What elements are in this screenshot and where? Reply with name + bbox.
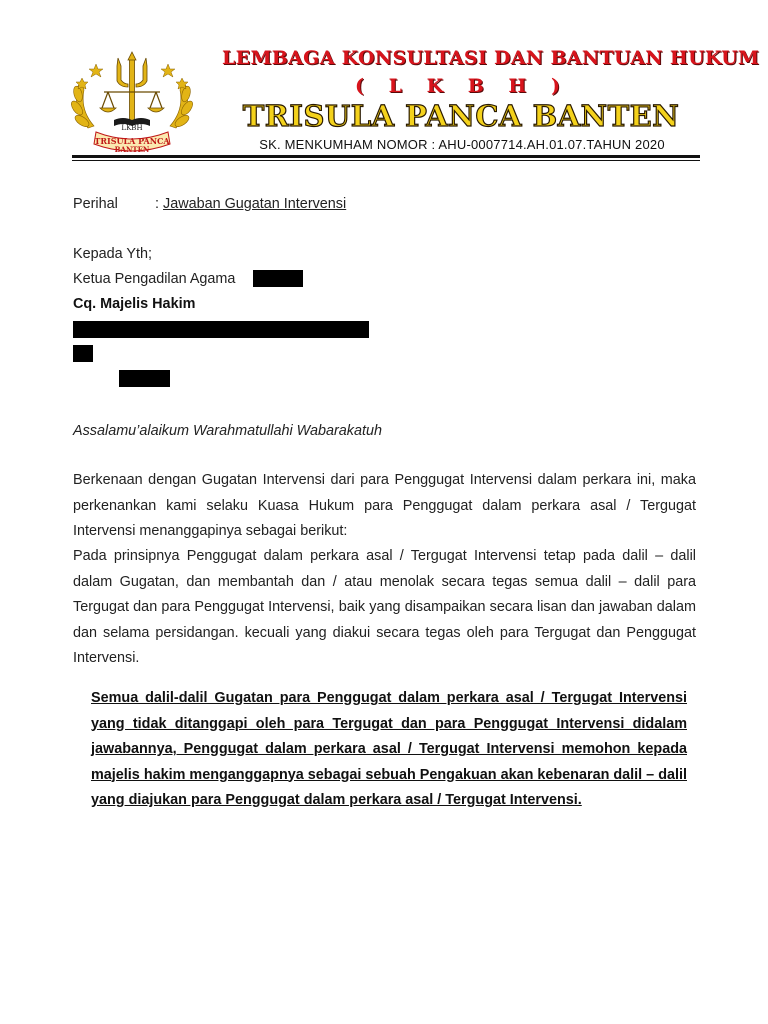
perihal-title: Jawaban Gugatan Intervensi <box>163 196 347 212</box>
letterhead-org-name: LEMBAGA KONSULTASI DAN BANTUAN HUKUM <box>222 47 760 69</box>
trisula-emblem-logo <box>66 50 198 156</box>
redaction-court-name <box>253 270 303 287</box>
perihal-label: Perihal <box>73 196 118 212</box>
redaction-address-line-1 <box>73 321 369 338</box>
recipient-salutation: Kepada Yth; <box>73 246 152 262</box>
paragraph-intro: Berkenaan dengan Gugatan Intervensi dari para Penggugat Intervensi dalam perkara ini, maka perkenankan kami selaku Kuasa Hukum para Penggugat dalam perkara asal / Tergugat Intervensi menanggapinya sebagai berikut: <box>73 472 696 539</box>
letterhead-decree-number: SK. MENKUMHAM NOMOR : AHU-0007714.AH.01.07.TAHUN 2020 <box>259 137 665 152</box>
paragraph-assertion: Semua dalil-dalil Gugatan para Penggugat dalam perkara asal / Tergugat Intervensi yang tidak ditanggapi oleh para Tergugat dan para Penggugat Intervensi didalam jawabannya, Penggugat dalam perkara asal / Tergugat Intervensi memohon kepada majelis hakim menganggapnya sebagai sebuah Pengakuan akan kebenaran dalil – dalil yang diajukan para Penggugat dalam perkara asal / Tergugat Intervensi. <box>91 690 687 808</box>
redaction-address-line-2 <box>73 345 93 362</box>
logo-caption-lkbh: LKBH <box>121 124 143 132</box>
letterhead-divider-thick <box>72 155 700 158</box>
greeting: Assalamu’alaikum Warahmatullahi Wabarakatuh <box>73 423 383 439</box>
recipient-court: Ketua Pengadilan Agama <box>73 271 236 287</box>
letterhead-divider-thin <box>72 160 700 161</box>
letterhead-abbreviation: ( L K B H ) <box>355 75 569 97</box>
paragraph-principle: Pada prinsipnya Penggugat dalam perkara asal / Tergugat Intervensi tetap pada dalil – dalil dalam Gugatan, dan membantah dan / atau menolak secara tegas semua dalil – dalil para Tergugat dan para Penggugat Intervensi, baik yang disampaikan secara lisan dan jawaban dalam dan selama persidangan. kecuali yang diakui secara tegas oleh para Tergugat dan Penggugat Intervensi. <box>73 548 696 666</box>
logo-caption-banten: BANTEN <box>114 145 150 154</box>
logo-caption-trisula: TRISULA PANCA <box>94 136 170 146</box>
perihal-value: : Jawaban Gugatan Intervensi <box>155 196 347 212</box>
redaction-address-line-3 <box>119 370 170 387</box>
letterhead-title: TRISULA PANCA BANTEN <box>242 99 680 133</box>
recipient-panel: Cq. Majelis Hakim <box>73 296 196 312</box>
